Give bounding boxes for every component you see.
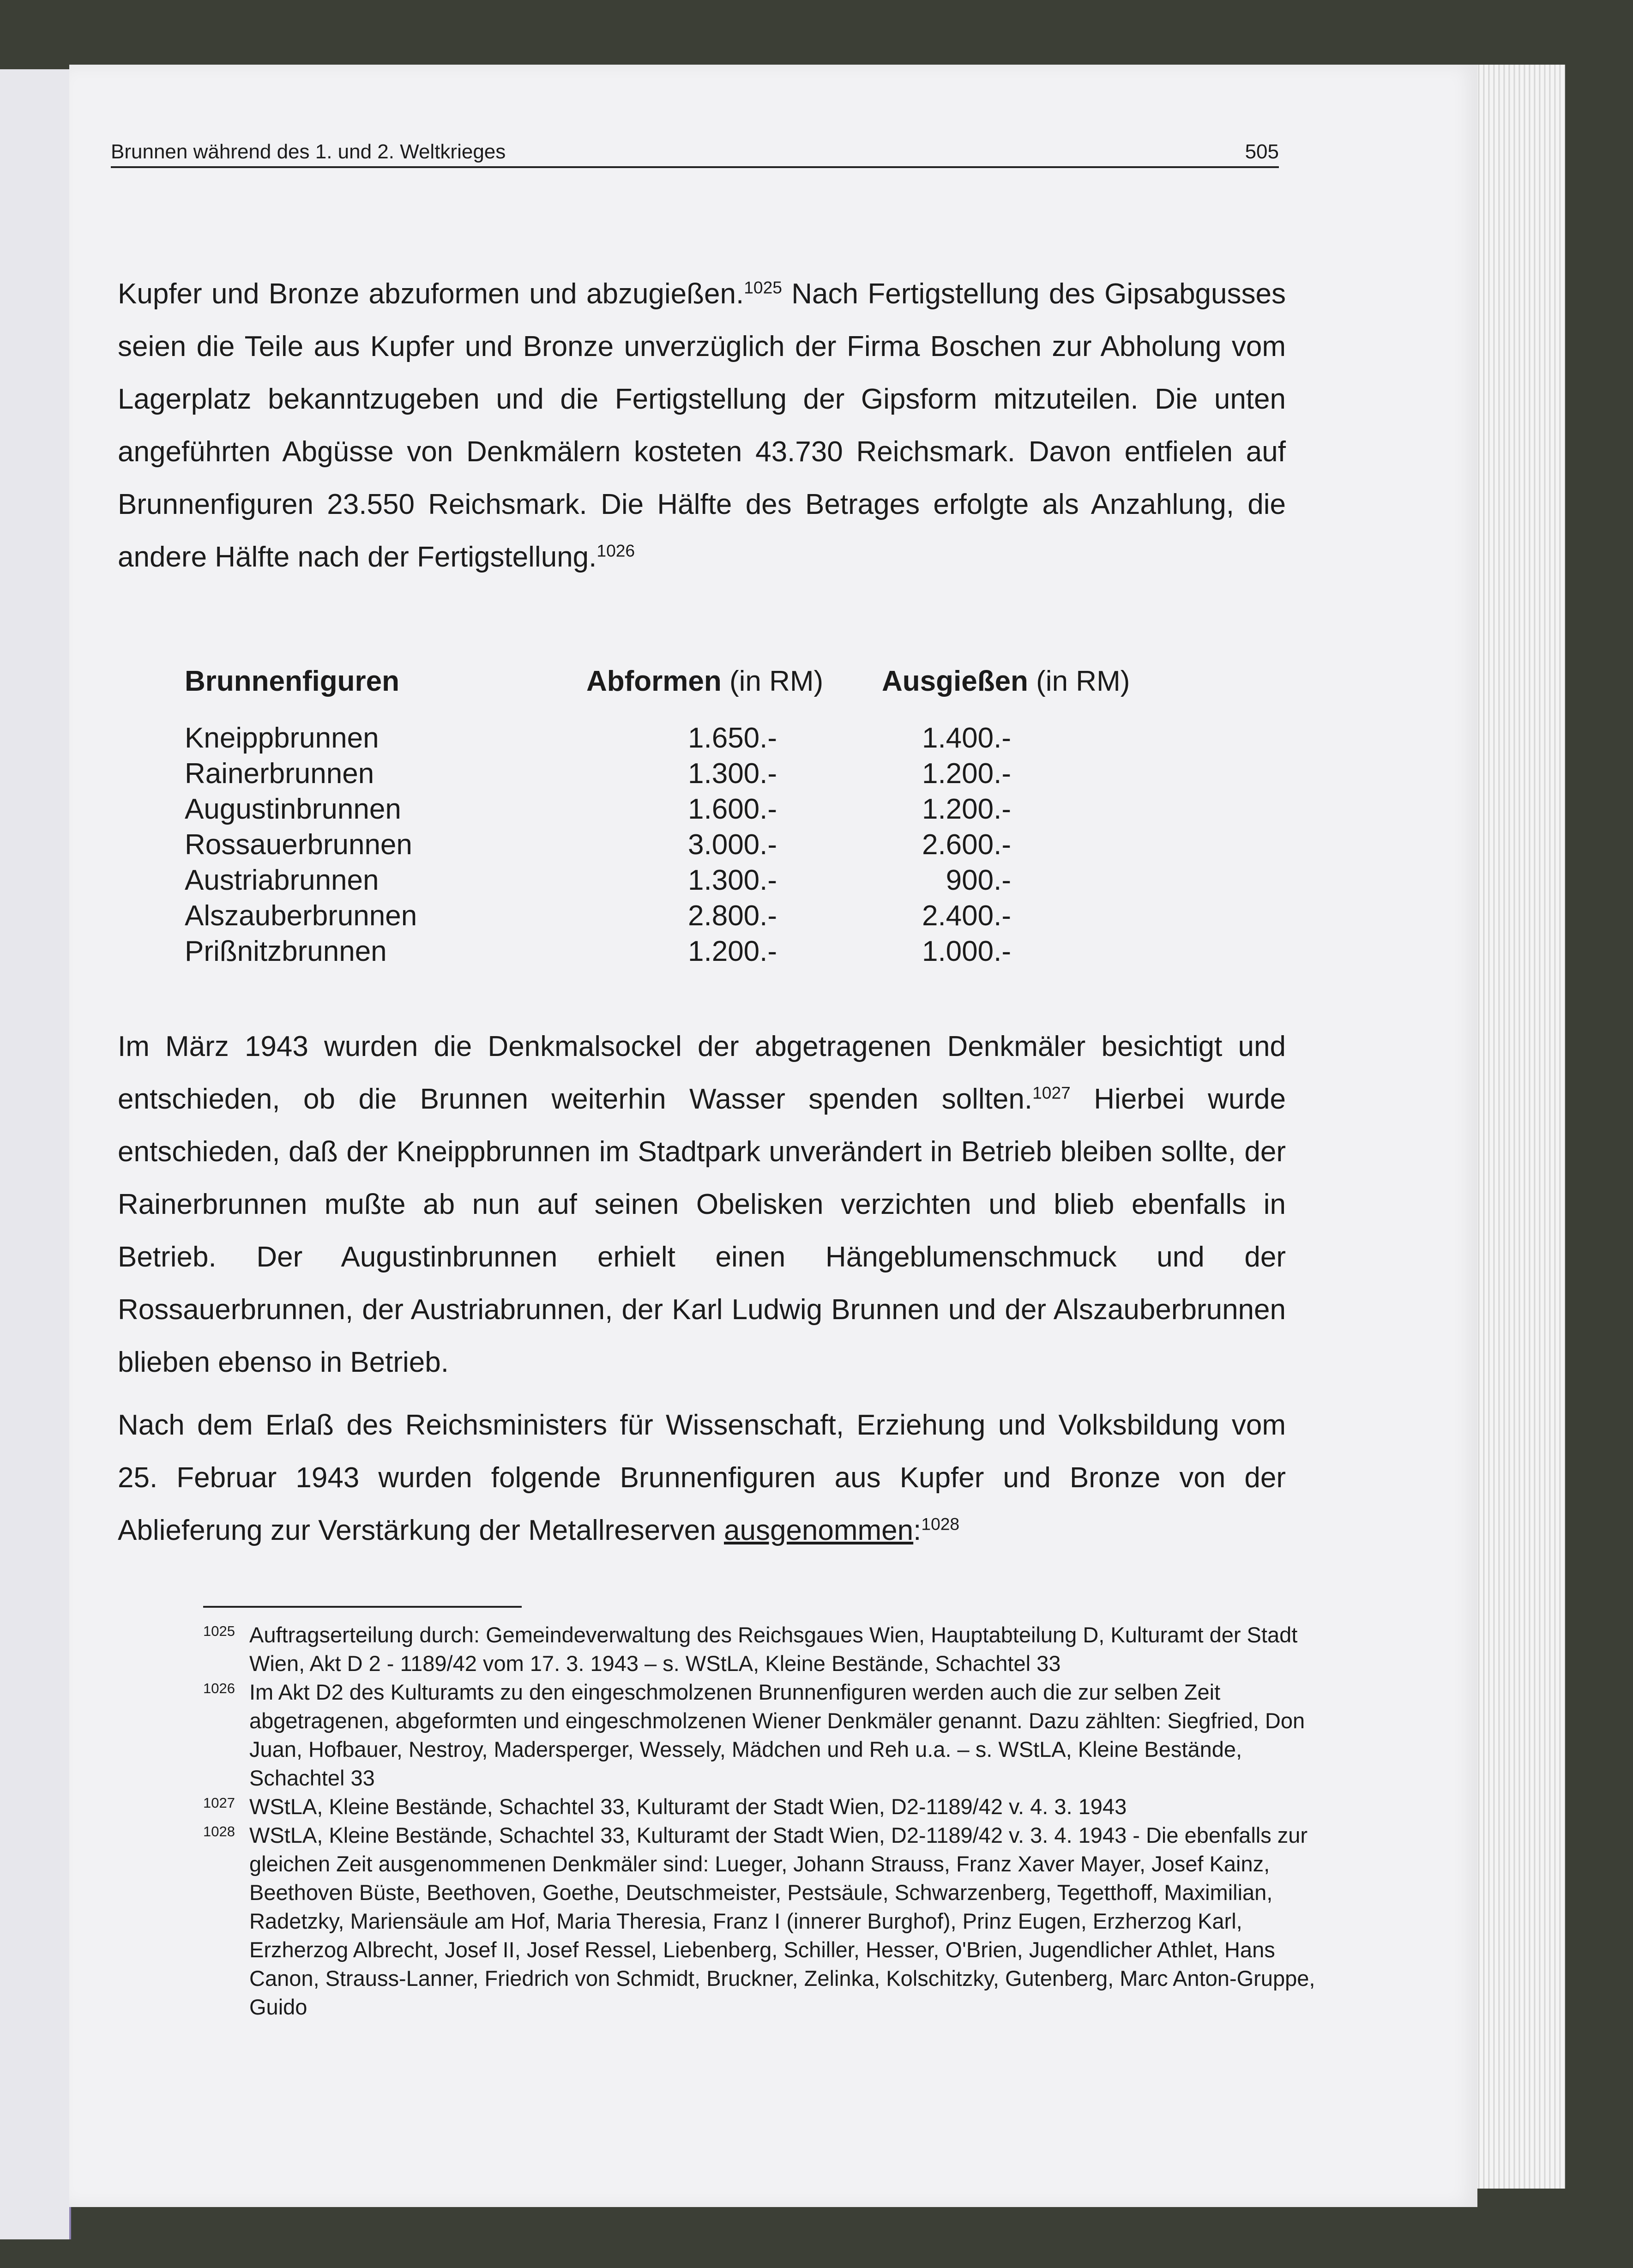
table-row — [185, 791, 1140, 827]
table-row — [185, 720, 1140, 756]
paragraph-2 — [118, 1020, 1286, 1389]
footnote-text: WStLA, Kleine Bestände, Schachtel 33, Kulturamt der Stadt Wien, D2-1189/42 v. 4. 3. 1943 — [249, 1794, 1127, 1819]
running-header — [111, 125, 1279, 168]
cell-name: Alszauberbrunnen — [185, 900, 417, 932]
footnote-text: Auftragserteilung durch: Gemeindeverwaltung des Reichsgaues Wien, Hauptabteilung D, Kulturamt der Stadt Wien, Akt D 2 - 1189/42 vom 17. 3. 1943 – s. WStLA, Kleine Bestände, Schachtel 33 — [249, 1623, 1298, 1676]
cell-ausgiessen: 2.400.- — [922, 900, 1011, 932]
table-row — [185, 863, 1140, 898]
footnote-ref-1027[interactable]: 1027 — [1032, 1083, 1071, 1103]
table-row — [185, 934, 1140, 969]
footnote-text: WStLA, Kleine Bestände, Schachtel 33, Kulturamt der Stadt Wien, D2-1189/42 v. 3. 4. 1943 - Die ebenfalls zur gleichen Zeit ausgenommenen Denkmäler sind: Lueger, Johann Strauss, Franz Xaver Mayer, Josef Kainz, Beethoven Büste, Beethoven, Goethe, Deutschmeister, Pestsäule, Schwarzenberg, Tegetthoff, Maximilian, Radetzky, Mariensäule am Hof, Maria Theresia, Franz I (innerer Burghof), Prinz Eugen, Erzherzog Karl, Erzherzog Albrecht, Josef II, Josef Ressel, Liebenberg, Schiller, Hesser, O'Brien, Jugendlicher Athlet, Hans Canon, Strauss-Lanner, Friedrich von Schmidt, Bruckner, Zelinka, Kolschitzky, Gutenberg, Marc Anton-Gruppe, Guido — [249, 1823, 1315, 2019]
cell-abformen: 1.600.- — [688, 793, 777, 825]
cell-name: Prißnitzbrunnen — [185, 935, 387, 967]
cell-abformen: 1.300.- — [688, 864, 777, 896]
footnote-number: 1025 — [203, 1623, 235, 1639]
paragraph-3-text-a: Nach dem Erlaß des Reichsministers für Wissenschaft, Erziehung und Volksbildung vom 25. Februar 1943 wurden folgende Brunnenfiguren aus Kupfer und Bronze von der Ablieferung zur Verstärkung der Metallreserven — [118, 1409, 1286, 1546]
cell-ausgiessen: 1.200.- — [922, 793, 1011, 825]
footnotes — [203, 1621, 1320, 2021]
paragraph-1-text-a: Kupfer und Bronze abzuformen und abzugießen. — [118, 278, 744, 310]
cell-abformen: 1.300.- — [688, 758, 777, 790]
footnote-separator — [203, 1606, 522, 1608]
cell-name: Kneippbrunnen — [185, 722, 379, 754]
footnote-1027 — [203, 1792, 1320, 1821]
cell-name: Austriabrunnen — [185, 864, 379, 896]
paragraph-3 — [118, 1399, 1286, 1557]
page-number: 505 — [1245, 140, 1279, 163]
paragraph-2-text-a: Im März 1943 wurden die Denkmalsockel der abgetragenen Denkmäler besichtigt und entschieden, ob die Brunnen weiterhin Wasser spenden sollten. — [118, 1031, 1286, 1115]
paragraph-1 — [118, 268, 1286, 584]
brunnenfiguren-table — [185, 665, 1140, 969]
footnote-1028 — [203, 1821, 1320, 2021]
footnote-1026 — [203, 1678, 1320, 1792]
footnote-ref-1028[interactable]: 1028 — [921, 1514, 960, 1534]
cell-abformen: 2.800.- — [688, 900, 777, 932]
cell-ausgiessen: 900.- — [946, 864, 1011, 896]
cell-abformen: 3.000.- — [688, 829, 777, 861]
cell-name: Rossauerbrunnen — [185, 829, 412, 861]
cell-ausgiessen: 2.600.- — [922, 829, 1011, 861]
table-row — [185, 756, 1140, 791]
table-row — [185, 898, 1140, 934]
col-ausgiessen-header: Ausgießen (in RM) — [882, 665, 1130, 697]
table-header-row — [185, 665, 1140, 720]
footnote-text: Im Akt D2 des Kulturamts zu den eingeschmolzenen Brunnenfiguren werden auch die zur selben Zeit abgetragenen, abgeformten und eingeschmolzenen Wiener Denkmäler genannt. Dazu zählten: Siegfried, Don Juan, Hofbauer, Nestroy, Madersperger, Wessely, Mädchen und Reh u.a. – s. WStLA, Kleine Bestände, Schachtel 33 — [249, 1680, 1305, 1790]
cell-ausgiessen: 1.400.- — [922, 722, 1011, 754]
cell-abformen: 1.650.- — [688, 722, 777, 754]
cell-ausgiessen: 1.000.- — [922, 935, 1011, 967]
underlined-word: ausgenommen — [724, 1514, 914, 1546]
cell-name: Augustinbrunnen — [185, 793, 401, 825]
paragraph-1-text-b: Nach Fertigstellung des Gipsabgusses seien die Teile aus Kupfer und Bronze unverzüglich der Firma Boschen zur Abholung vom Lagerplatz bekanntzugeben und die Fertigstellung der Gipsform mitzuteilen. Die unten angeführten Abgüsse von Denkmälern kosteten 43.730 Reichsmark. Davon entfielen auf Brunnenfiguren 23.550 Reichsmark. Die Hälfte des Betrages erfolgte als Anzahlung, die andere Hälfte nach der Fertigstellung. — [118, 278, 1286, 573]
footnote-number: 1027 — [203, 1795, 235, 1811]
footnote-ref-1025[interactable]: 1025 — [744, 277, 782, 297]
col-abformen-header: Abformen (in RM) — [586, 665, 824, 697]
paragraph-3-colon: : — [913, 1514, 922, 1546]
footnote-1025 — [203, 1621, 1320, 1678]
footnote-ref-1026[interactable]: 1026 — [597, 541, 635, 561]
cell-abformen: 1.200.- — [688, 935, 777, 967]
header-title: Brunnen während des 1. und 2. Weltkrieges — [111, 140, 506, 163]
table-row — [185, 827, 1140, 863]
col-brunnenfiguren-header: Brunnenfiguren — [185, 665, 399, 697]
facing-page-edge — [0, 69, 71, 2239]
footnote-number: 1028 — [203, 1823, 235, 1840]
cell-ausgiessen: 1.200.- — [922, 758, 1011, 790]
paragraph-2-text-b: Hierbei wurde entschieden, daß der Kneippbrunnen im Stadtpark unverändert in Betrieb bleiben sollte, der Rainerbrunnen mußte ab nun auf seinen Obelisken verzichten und blieb ebenfalls in Betrieb. Der Augustinbrunnen erhielt einen Hängeblumenschmuck und der Rossauerbrunnen, der Austriabrunnen, der Karl Ludwig Brunnen und der Alszauberbrunnen blieben ebenso in Betrieb. — [118, 1083, 1286, 1378]
footnote-number: 1026 — [203, 1680, 235, 1696]
cell-name: Rainerbrunnen — [185, 758, 374, 790]
